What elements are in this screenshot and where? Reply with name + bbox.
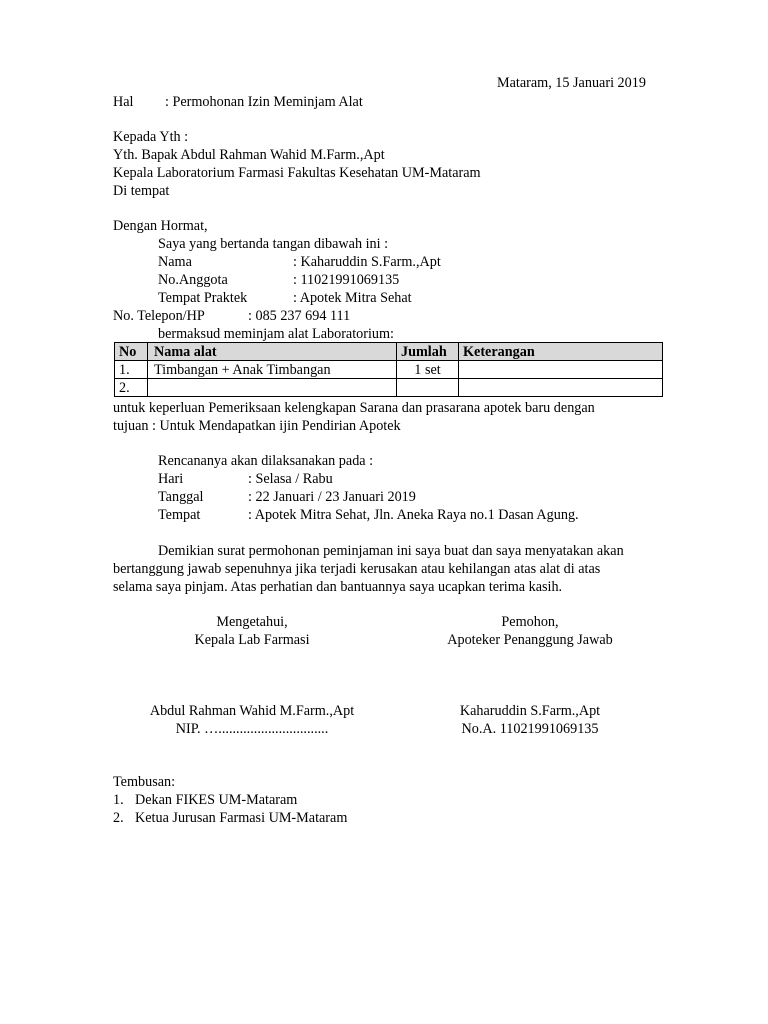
- cc-title: Tembusan:: [113, 774, 176, 790]
- recipient-position: Kepala Laboratorium Farmasi Fakultas Kesehatan UM-Mataram: [113, 165, 481, 181]
- table-header: Nama alat: [148, 343, 397, 361]
- closing-line: bertanggung jawab sepenuhnya jika terjadi kerusakan atau kehilangan atas alat di atas: [113, 561, 601, 577]
- plan-label: Hari: [158, 471, 184, 487]
- list-item-number: 1.: [113, 792, 124, 808]
- purpose-line: untuk keperluan Pemeriksaan kelengkapan Sarana dan prasarana apotek baru dengan: [113, 400, 595, 416]
- applicant-value: : Kaharuddin S.Farm.,Apt: [293, 254, 441, 270]
- closing-line: Demikian surat permohonan peminjaman ini saya buat dan saya menyatakan akan: [158, 543, 624, 559]
- applicant-label: No.Anggota: [158, 272, 228, 288]
- phone-value: : 085 237 694 111: [248, 308, 351, 324]
- subject-label: Hal: [113, 94, 134, 110]
- equipment-table: [114, 342, 663, 397]
- applicant-label: Tempat Praktek: [158, 290, 248, 306]
- plan-value: : 22 Januari / 23 Januari 2019: [248, 489, 416, 505]
- list-item: Dekan FIKES UM-Mataram: [135, 792, 298, 808]
- table-cell: 1.: [115, 361, 148, 379]
- signature-label: Pemohon,: [501, 614, 559, 630]
- table-cell: [148, 379, 397, 397]
- table-row: [115, 379, 663, 397]
- opening: Dengan Hormat,: [113, 218, 208, 234]
- recipient-place: Di tempat: [113, 183, 170, 199]
- table-cell: 1 set: [397, 361, 459, 379]
- signature-name: Kaharuddin S.Farm.,Apt: [459, 703, 601, 719]
- intro: Saya yang bertanda tangan dibawah ini :: [158, 236, 389, 252]
- closing-line: selama saya pinjam. Atas perhatian dan bantuannya saya ucapkan terima kasih.: [113, 579, 563, 595]
- phone-label: No. Telepon/HP: [113, 308, 205, 324]
- recipient-greeting: Kepada Yth :: [113, 129, 189, 145]
- signature-label: Mengetahui,: [216, 614, 288, 630]
- table-row: [115, 361, 663, 379]
- table-header: No: [115, 343, 148, 361]
- place-date: Mataram, 15 Januari 2019: [497, 75, 646, 91]
- signature-title: Apoteker Penanggung Jawab: [447, 632, 613, 648]
- list-item: Ketua Jurusan Farmasi UM-Mataram: [135, 810, 348, 826]
- plan-label: Tempat: [158, 507, 201, 523]
- applicant-value: : 11021991069135: [293, 272, 400, 288]
- signature-id: No.A. 11021991069135: [461, 721, 599, 737]
- plan-label: Tanggal: [158, 489, 204, 505]
- plan-value: : Selasa / Rabu: [248, 471, 333, 487]
- table-cell: [459, 379, 663, 397]
- subject-value: : Permohonan Izin Meminjam Alat: [165, 94, 363, 110]
- recipient-name: Yth. Bapak Abdul Rahman Wahid M.Farm.,Apt: [113, 147, 385, 163]
- table-cell: [397, 379, 459, 397]
- table-header: Keterangan: [459, 343, 663, 361]
- purpose-line: tujuan : Untuk Mendapatkan ijin Pendirian Apotek: [113, 418, 401, 434]
- plan-intro: Rencananya akan dilaksanakan pada :: [158, 453, 374, 469]
- table-header: Jumlah: [397, 343, 459, 361]
- plan-value: : Apotek Mitra Sehat, Jln. Aneka Raya no.1 Dasan Agung.: [248, 507, 579, 523]
- table-cell: [459, 361, 663, 379]
- borrow-intro: bermaksud meminjam alat Laboratorium:: [158, 326, 394, 342]
- table-header-row: [115, 343, 663, 361]
- applicant-value: : Apotek Mitra Sehat: [293, 290, 412, 306]
- table-cell: Timbangan + Anak Timbangan: [148, 361, 397, 379]
- signature-id: NIP. …...............................: [175, 721, 329, 737]
- list-item-number: 2.: [113, 810, 124, 826]
- applicant-label: Nama: [158, 254, 192, 270]
- signature-name: Abdul Rahman Wahid M.Farm.,Apt: [149, 703, 355, 719]
- table-cell: 2.: [115, 379, 148, 397]
- signature-title: Kepala Lab Farmasi: [194, 632, 310, 648]
